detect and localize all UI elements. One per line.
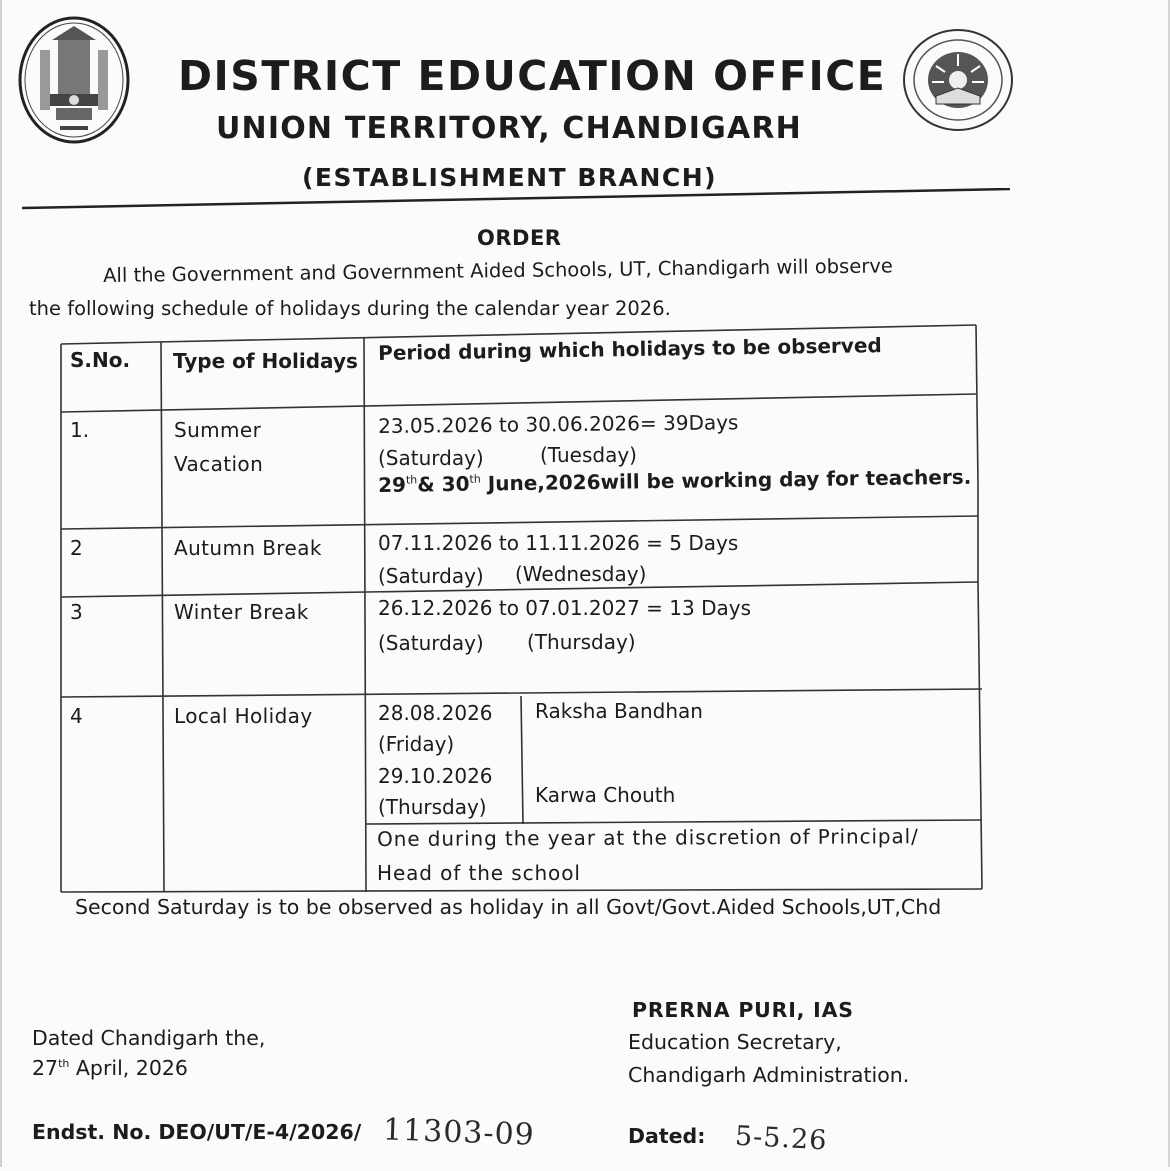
office-title: DISTRICT EDUCATION OFFICE <box>178 52 887 100</box>
local-holiday-day-2: (Thursday) <box>378 795 487 819</box>
row3-end-day: (Thursday) <box>527 630 636 654</box>
endorsement-number-label: Endst. No. DEO/UT/E-4/2026/ <box>32 1120 362 1144</box>
row3-period: 26.12.2026 to 07.01.2027 = 13 Days <box>378 596 752 620</box>
row3-type: Winter Break <box>174 600 309 624</box>
discretion-line-2: Head of the school <box>377 861 581 885</box>
dated-place: Dated Chandigarh the, <box>32 1026 266 1050</box>
row1-end-day: (Tuesday) <box>540 443 637 467</box>
discretion-line-1: One during the year at the discretion of Principal/ <box>377 824 919 851</box>
row2-sno: 2 <box>70 536 83 560</box>
row1-type-line2: Vacation <box>174 452 264 476</box>
order-heading: ORDER <box>477 226 562 250</box>
row3-sno: 3 <box>70 600 83 624</box>
intro-line-1: All the Government and Government Aided Schools, UT, Chandigarh will observe <box>103 254 893 287</box>
row1-period: 23.05.2026 to 30.06.2026= 39Days <box>378 410 739 438</box>
national-emblem-seal <box>16 10 134 148</box>
signatory-office: Chandigarh Administration. <box>628 1063 910 1087</box>
local-holiday-name-2: Karwa Chouth <box>535 783 676 807</box>
handwritten-endorsement-date: 5-5.26 <box>734 1120 829 1157</box>
row1-note-amp: & 30 <box>417 471 470 497</box>
row1-note-29: 29 <box>378 472 407 497</box>
dated-month-year: April, 2026 <box>69 1056 188 1080</box>
header-sno: S.No. <box>70 348 131 372</box>
row1-note-th1: th <box>405 473 418 487</box>
dated-date <box>32 1056 188 1080</box>
dated-day-suffix: th <box>58 1057 70 1070</box>
endorsement-dated-label: Dated: <box>628 1124 706 1148</box>
intro-line-2: the following schedule of holidays during the calendar year 2026. <box>29 297 671 320</box>
row1-start-day: (Saturday) <box>378 446 484 470</box>
row2-period: 07.11.2026 to 11.11.2026 = 5 Days <box>378 531 739 555</box>
education-office-seal <box>900 26 1016 134</box>
handwritten-endorsement-number: 11303-09 <box>382 1112 536 1153</box>
row1-type-line1: Summer <box>174 418 262 442</box>
local-holiday-date-1: 28.08.2026 <box>378 701 493 725</box>
header-type: Type of Holidays <box>173 349 358 373</box>
row1-sno: 1. <box>70 418 90 442</box>
local-holiday-date-2: 29.10.2026 <box>378 764 493 788</box>
row2-end-day: (Wednesday) <box>515 562 647 586</box>
holiday-table <box>60 324 986 894</box>
row2-type: Autumn Break <box>174 536 322 560</box>
row2-start-day: (Saturday) <box>378 564 484 588</box>
second-saturday-note: Second Saturday is to be observed as holiday in all Govt/Govt.Aided Schools,UT,Chd <box>75 895 942 919</box>
row4-sno: 4 <box>70 704 83 728</box>
header-period: Period during which holidays to be observed <box>378 333 882 365</box>
row4-type: Local Holiday <box>174 704 313 728</box>
header-rule <box>22 188 1010 210</box>
local-holiday-day-1: (Friday) <box>378 732 455 756</box>
signatory-designation: Education Secretary, <box>628 1030 842 1054</box>
dated-day: 27 <box>32 1056 59 1080</box>
local-holiday-name-1: Raksha Bandhan <box>535 699 703 723</box>
row1-note-th2: th <box>469 472 481 486</box>
row1-note-rest: June,2026will be working day for teachers. <box>480 464 972 496</box>
territory-title: UNION TERRITORY, CHANDIGARH <box>216 111 802 146</box>
row3-start-day: (Saturday) <box>378 631 484 655</box>
branch-title: (ESTABLISHMENT BRANCH) <box>302 163 718 192</box>
signatory-name: PRERNA PURI, IAS <box>632 998 854 1022</box>
